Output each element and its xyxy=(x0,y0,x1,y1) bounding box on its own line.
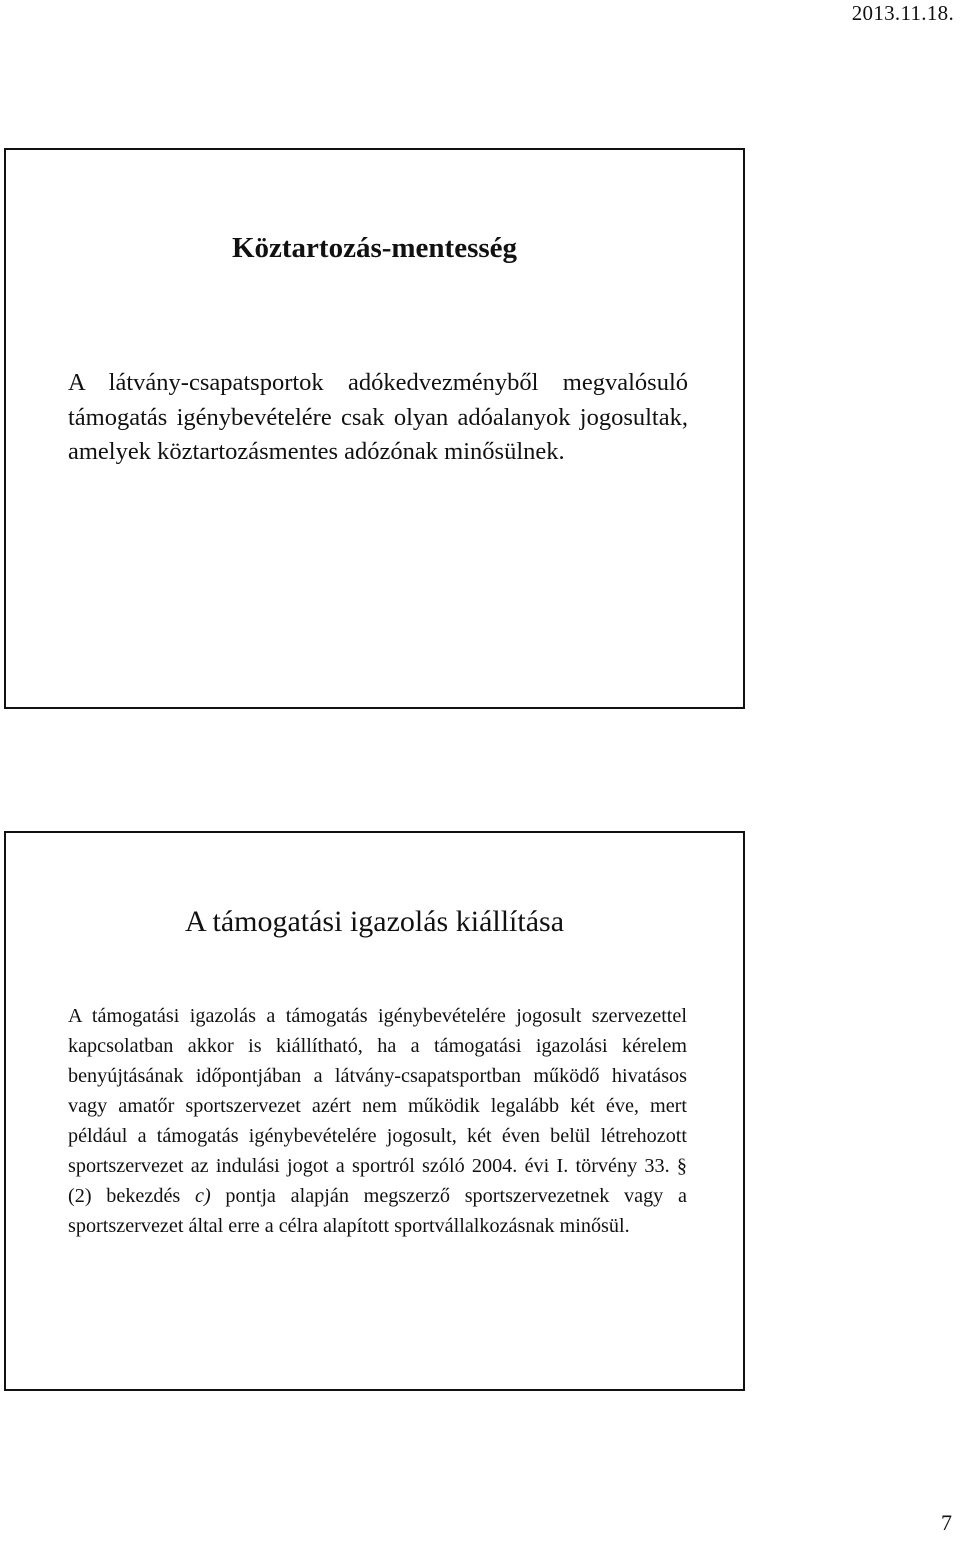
page-number: 7 xyxy=(941,1510,952,1535)
slide-title: A támogatási igazolás kiállítása xyxy=(184,905,565,938)
body-text-italic: c) xyxy=(195,1185,211,1207)
slide-koztartozas-mentesseg xyxy=(4,148,745,709)
slide-tamogatasi-igazolas xyxy=(4,831,745,1391)
page-date: 2013.11.18. xyxy=(851,1,954,25)
body-text-part: A támogatási igazolás a támogatás igénybevételére jogosult szervezettel kapcsolatban akkor is kiállítható, ha a támogatási igazolási kérelem benyújtásának időpontjában a látvány-csapatsportban működő hivatásos vagy amatőr sportszervezet azért nem működik legalább két éve, mert például a támogatás igénybevételére jogosult, két éven belül létrehozott sportszervezet az indulási jogot a sportról szóló 2004. évi I. törvény 33. § (2) bekezdés xyxy=(68,1005,687,1207)
slide-body-text: A látvány-csapatsportok adókedvezményből megvalósuló támogatás igénybevételére csak olyan adóalanyok jogosultak, amelyek köztartozásmentes adózónak minősülnek. xyxy=(68,369,688,465)
body-text-part: pontja alapján megszerző sportszervezetnek vagy a sportszervezet által erre a célra alapított sportvállalkozásnak minősül. xyxy=(68,1185,687,1237)
slide-title: Köztartozás-mentesség xyxy=(231,232,518,264)
slide-body-text xyxy=(68,1001,687,1241)
